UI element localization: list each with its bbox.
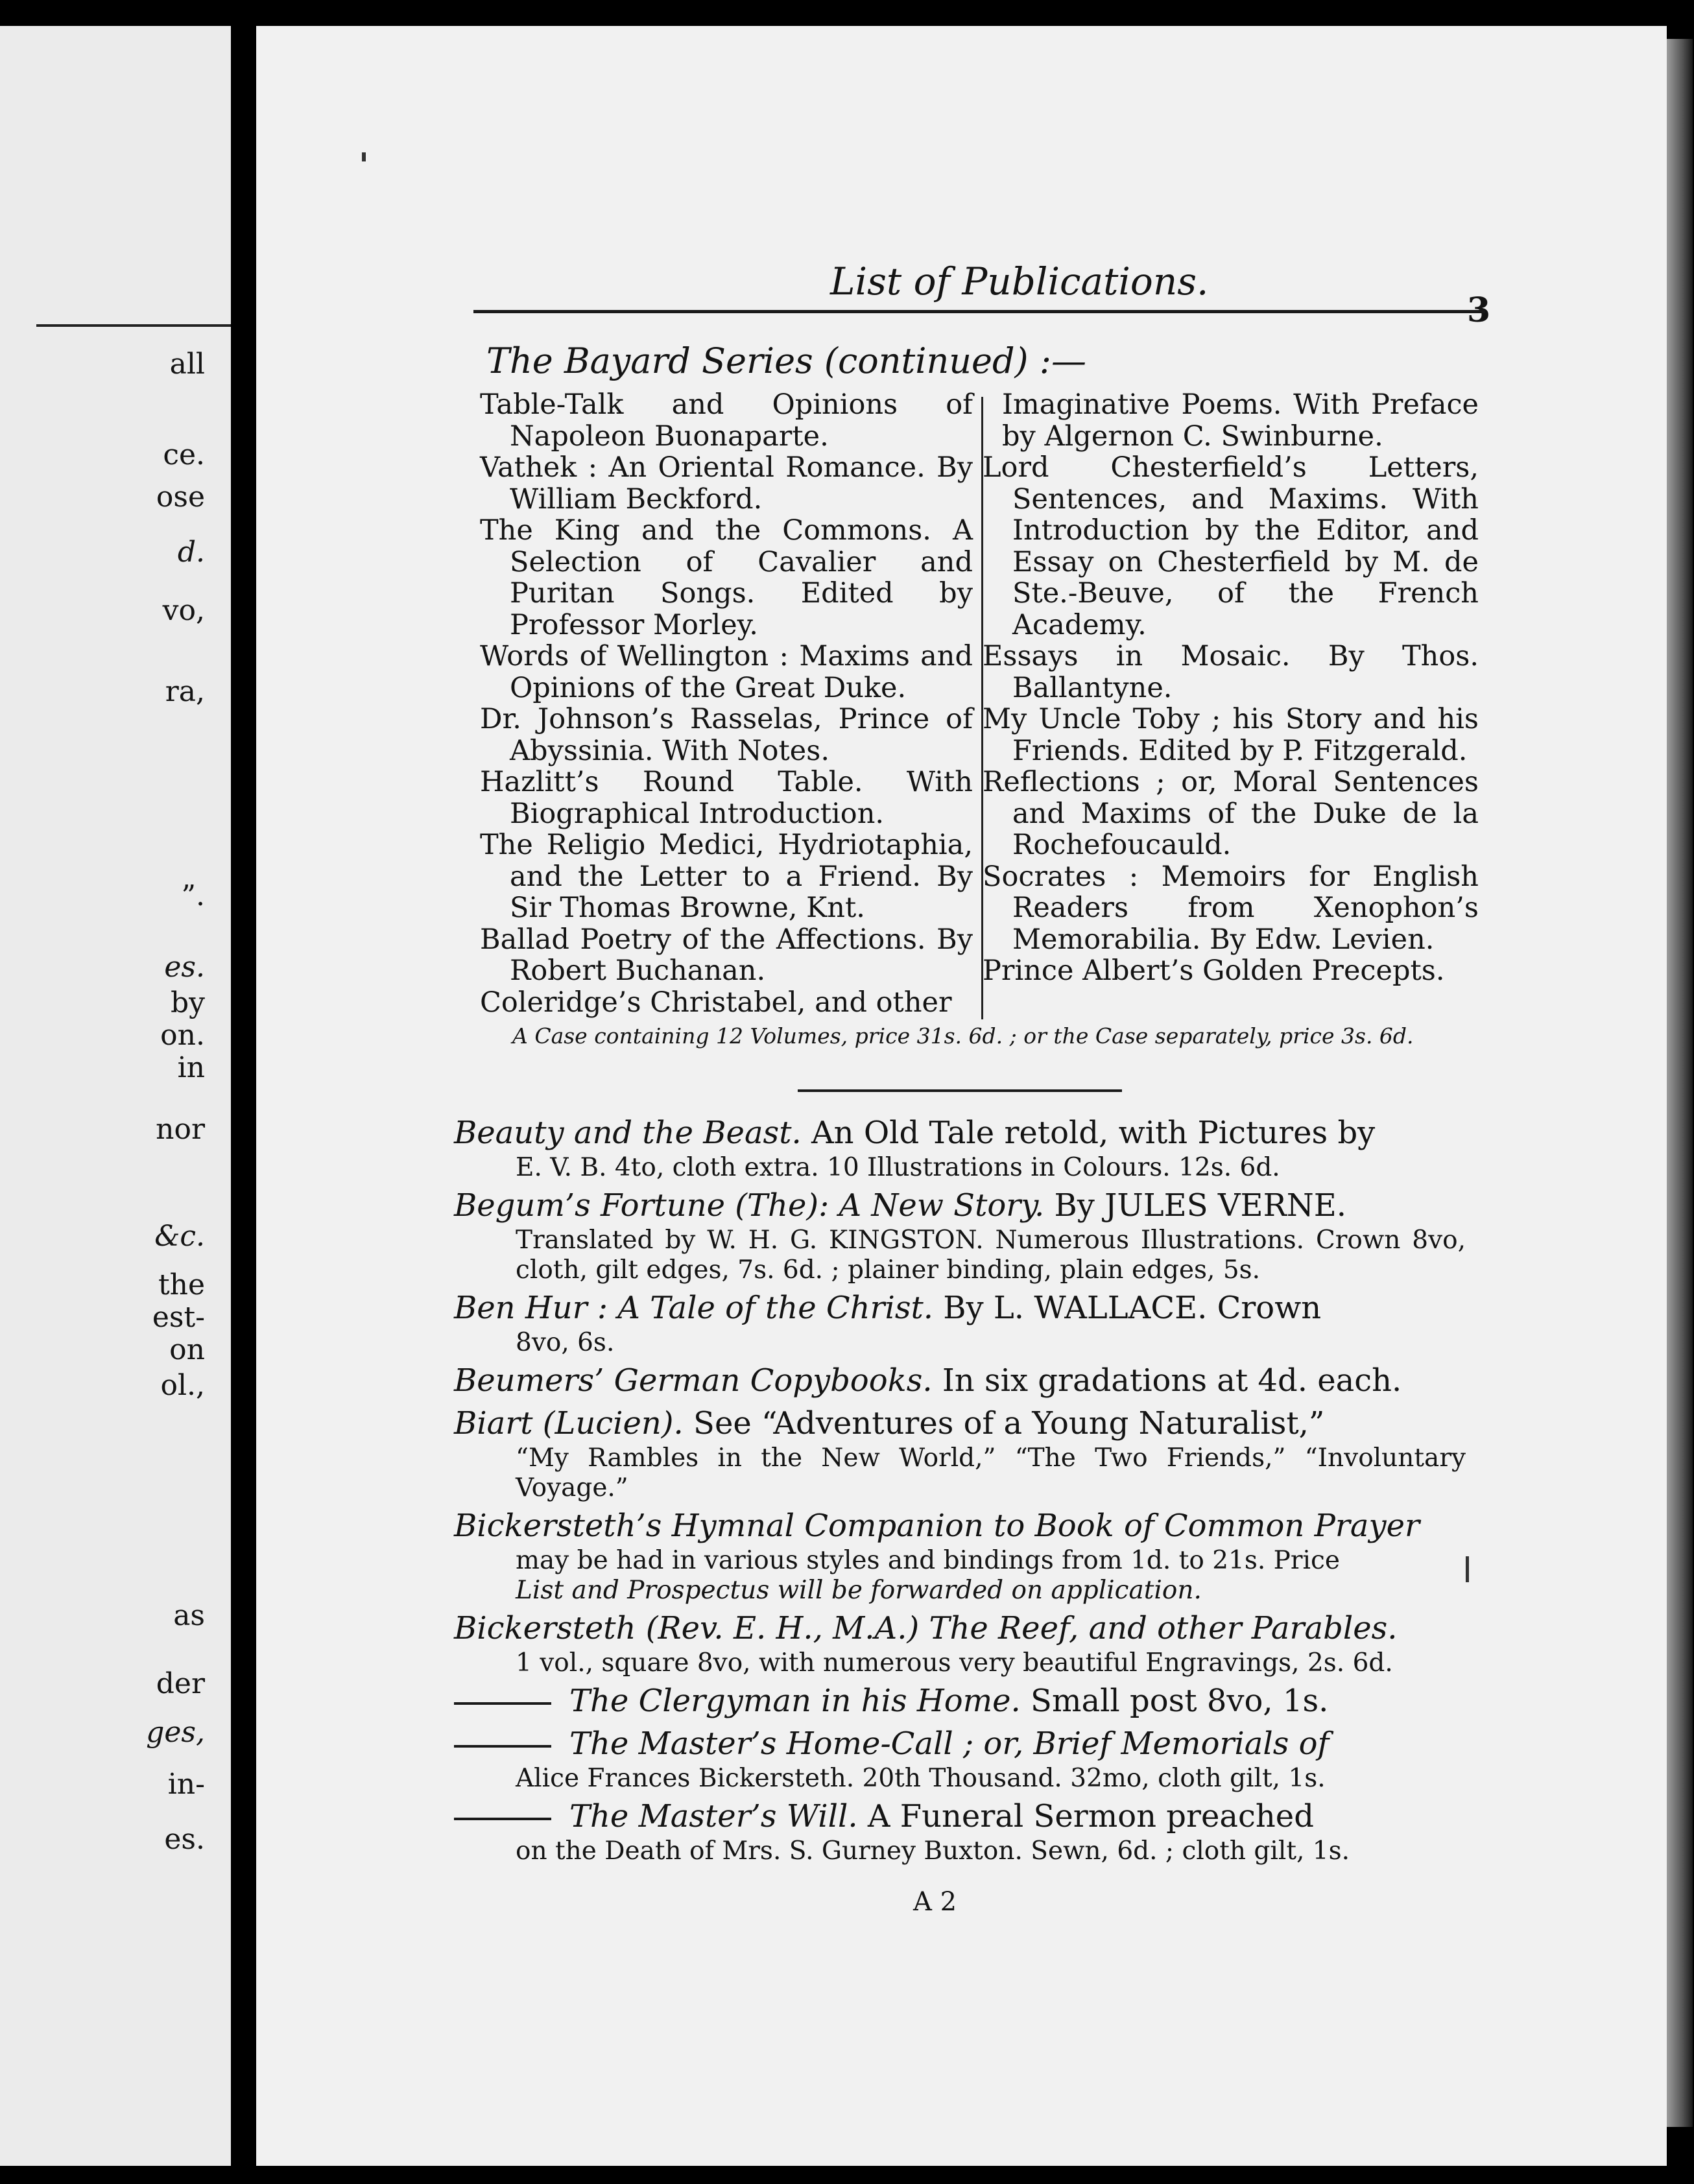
speck (1466, 1556, 1469, 1582)
series-entry: Dr. Johnson’s Rasselas, Prince of Abyssinia. With Notes. (480, 703, 973, 767)
left-page-fragment: ”. (181, 879, 205, 912)
speck (362, 152, 366, 161)
left-page-fragment: in (177, 1051, 205, 1084)
catalogue-description: may be had in various styles and bindings from 1d. to 21s. Price (516, 1546, 1340, 1575)
left-page-fragment: ges, (146, 1716, 205, 1749)
series-entry-continuation: Imaginative Poems. With Preface by Algernon C. Swinburne. (1002, 388, 1479, 453)
series-left-column (480, 389, 973, 1018)
left-page-fragment: ose (156, 481, 205, 514)
series-entry: Words of Wellington : Maxims and Opinions of the Great Duke. (480, 640, 973, 704)
running-head: List of Publications. (830, 259, 1209, 303)
catalogue-entry (454, 1608, 1466, 1678)
series-right-column (983, 389, 1479, 987)
catalogue-title: Beumers’ German Copybooks. (454, 1362, 933, 1399)
catalogue-entry (454, 1288, 1466, 1358)
catalogue-list (454, 1113, 1466, 1869)
left-page-fragment: &c. (154, 1220, 205, 1253)
catalogue-title-rest: By JULES VERNE. (1044, 1187, 1346, 1224)
catalogue-description: E. V. B. 4to, cloth extra. 10 Illustrations in Colours. 12s. 6d. (516, 1153, 1280, 1182)
catalogue-entry-heading (454, 1113, 1466, 1153)
catalogue-description: 1 vol., square 8vo, with numerous very beautiful Engravings, 2s. 6d. (516, 1648, 1393, 1678)
catalogue-entry-heading (454, 1724, 1466, 1764)
catalogue-entry (454, 1113, 1466, 1183)
catalogue-title-rest: By L. WALLACE. Crown (933, 1290, 1322, 1326)
catalogue-entry-heading (454, 1403, 1466, 1443)
catalogue-entry (454, 1724, 1466, 1794)
left-page-fragment: est- (152, 1301, 205, 1334)
catalogue-entry (454, 1360, 1466, 1401)
left-page-fragment: ce. (163, 438, 205, 471)
left-page-fragment: on (169, 1333, 205, 1366)
catalogue-description: 8vo, 6s. (516, 1328, 615, 1357)
catalogue-title: Begum’s Fortune (The): A New Story. (454, 1187, 1045, 1224)
left-page-fragment: es. (164, 1823, 205, 1856)
section-rule (798, 1089, 1122, 1092)
series-entry: Essays in Mosaic. By Thos. Ballantyne. (983, 640, 1479, 704)
page-edge (1667, 39, 1693, 2127)
series-right-list (983, 452, 1479, 987)
left-page-fragment: d. (177, 536, 205, 569)
catalogue-entry-heading (454, 1506, 1466, 1546)
page-number: 3 (1467, 291, 1491, 330)
left-page-rule (36, 324, 231, 327)
series-entry: Socrates : Memoirs for English Readers from Xenophon’s Memorabilia. By Edw. Levien. (983, 860, 1479, 956)
case-note: A Case containing 12 Volumes, price 31s. 6d. ; or the Case separately, price 3s. 6d. (512, 1023, 1414, 1049)
catalogue-entry (454, 1403, 1466, 1503)
ditto-dash (454, 1818, 551, 1820)
ditto-dash (454, 1745, 551, 1748)
series-entry: The Religio Medici, Hydriotaphia, and the Letter to a Friend. By Sir Thomas Browne, Knt. (480, 829, 973, 924)
ditto-dash (454, 1702, 551, 1705)
catalogue-title: Beauty and the Beast. (454, 1115, 802, 1151)
catalogue-title: The Clergyman in his Home. (569, 1683, 1021, 1719)
left-page-fragment: es. (164, 951, 205, 984)
left-page-fragment: ra, (165, 675, 205, 708)
series-entry: Ballad Poetry of the Affections. By Robert Buchanan. (480, 923, 973, 987)
catalogue-entry (454, 1681, 1466, 1721)
left-page-fragment: nor (156, 1113, 205, 1146)
catalogue-entry-heading (454, 1185, 1466, 1226)
header-rule (473, 310, 1485, 313)
left-page-fragment: vo, (162, 594, 205, 627)
catalogue-entry (454, 1506, 1466, 1606)
series-entry: Vathek : An Oriental Romance. By William Beckford. (480, 451, 973, 516)
catalogue-description: on the Death of Mrs. S. Gurney Buxton. Sewn, 6d. ; cloth gilt, 1s. (516, 1836, 1350, 1866)
signature-mark: A 2 (913, 1887, 957, 1917)
catalogue-title: Bickersteth’s Hymnal Companion to Book of Common Prayer (454, 1508, 1420, 1544)
catalogue-title: The Master’s Will. (569, 1798, 858, 1834)
series-entry: Prince Albert’s Golden Precepts. (983, 955, 1445, 987)
catalogue-entry (454, 1796, 1466, 1866)
catalogue-title: Ben Hur : A Tale of the Christ. (454, 1290, 934, 1326)
left-page-fragment: in- (167, 1768, 205, 1801)
left-page-fragment: as (173, 1599, 205, 1632)
left-page-fragment: on. (160, 1019, 205, 1052)
catalogue-description: Alice Frances Bickersteth. 20th Thousand. 32mo, cloth gilt, 1s. (516, 1764, 1326, 1793)
left-page-fragment: der (156, 1667, 205, 1700)
series-heading: The Bayard Series (continued) :— (486, 340, 1086, 381)
series-entry: Table-Talk and Opinions of Napoleon Buonaparte. (480, 388, 973, 453)
left-page-margin (0, 26, 231, 2166)
left-page-fragment: ol., (160, 1369, 205, 1402)
left-page-fragment: all (169, 348, 205, 381)
catalogue-title: The Master’s Home-Call ; or, Brief Memorials of (569, 1726, 1330, 1762)
series-entry: Coleridge’s Christabel, and other (480, 986, 952, 1019)
catalogue-entry-heading (454, 1288, 1466, 1328)
catalogue-title-rest: A Funeral Sermon preached (857, 1798, 1314, 1834)
series-entry: My Uncle Toby ; his Story and his Friends. Edited by P. Fitzgerald. (983, 703, 1479, 767)
catalogue-description: Translated by W. H. G. KINGSTON. Numerous Illustrations. Crown 8vo, cloth, gilt edges, 7s. 6d. ; plainer binding, plain edges, 5s. (516, 1226, 1466, 1285)
catalogue-entry (454, 1185, 1466, 1285)
catalogue-entry-heading (454, 1796, 1466, 1836)
left-page-fragment: by (170, 986, 205, 1019)
catalogue-entry-heading (454, 1681, 1466, 1721)
catalogue-title-rest: Small post 8vo, 1s. (1020, 1683, 1329, 1719)
catalogue-title-rest: An Old Tale retold, with Pictures by (801, 1115, 1376, 1151)
catalogue-title-rest: In six gradations at 4d. each. (932, 1362, 1402, 1399)
catalogue-title: Bickersteth (Rev. E. H., M.A.) The Reef, and other Parables. (454, 1610, 1398, 1646)
catalogue-entry-heading (454, 1360, 1466, 1401)
catalogue-description: “My Rambles in the New World,” “The Two Friends,” “Involuntary Voyage.” (516, 1443, 1466, 1502)
catalogue-note: List and Prospectus will be forwarded on application. (516, 1576, 1202, 1605)
catalogue-title: Biart (Lucien). (454, 1405, 684, 1442)
series-entry: The King and the Commons. A Selection of Cavalier and Puritan Songs. Edited by Professor Morley. (480, 514, 973, 641)
catalogue-title-rest: See “Adventures of a Young Naturalist,” (683, 1405, 1325, 1442)
catalogue-entry-heading (454, 1608, 1466, 1648)
series-entry: Lord Chesterfield’s Letters, Sentences, and Maxims. With Introduction by the Editor, and Essay on Chesterfield by M. de Ste.-Beuve, of the French Academy. (983, 451, 1479, 641)
series-entry: Reflections ; or, Moral Sentences and Maxims of the Duke de la Rochefoucauld. (983, 766, 1479, 861)
series-entry: Hazlitt’s Round Table. With Biographical Introduction. (480, 766, 973, 830)
left-page-fragment: the (158, 1268, 205, 1301)
